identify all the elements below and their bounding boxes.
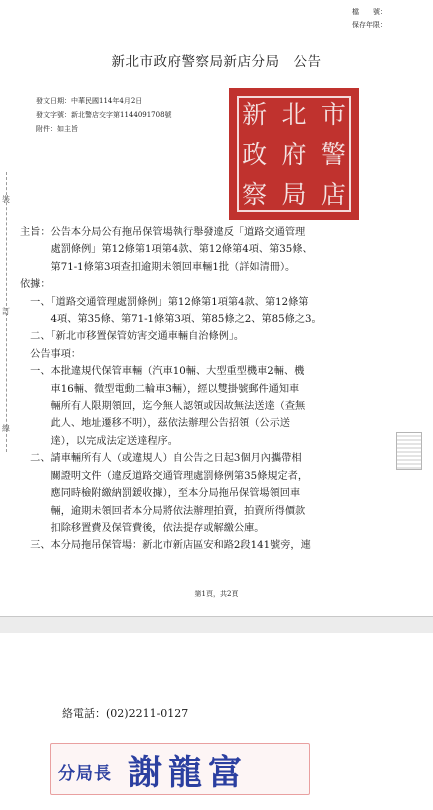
notice-line: 一、本批違規代保管車輛（汽車10輛、大型重型機車2輛、機 [20,366,305,378]
basis-line: 一、「道路交通管理處罰條例」第12條第1項第4款、第12條第 [20,296,309,308]
issue-date: 發文日期：中華民國114年4月2日 [36,97,143,105]
seal-char: 局 [281,179,307,209]
subject-line: 第71-1條第3項查扣逾期未領回車輛1批（詳如清冊）。 [20,261,296,273]
page-footer: 第1頁，共2頁 [194,590,239,598]
subject-line: 處罰條例」第12條第1項第4款、第12條第4項、第35條、 [20,244,313,256]
attachment-note: 附件：如主旨 [36,125,78,133]
subject-section [20,224,322,555]
page-separator [0,616,433,634]
notice-line: 車16輛、微型電動二輪車3輛），經以雙掛號郵件通知車 [20,383,300,395]
basis-line: 二、「新北市移置保管妨害交通車輛自治條例」。 [20,331,245,343]
signer-name: 謝龍富 [128,753,248,793]
seal-char: 政 [242,139,268,169]
retention-label: 保存年限： [352,21,387,29]
document-page-2 [0,633,433,810]
seal-char: 府 [281,139,307,169]
notice-heading: 公告事項： [20,348,82,360]
file-number-label: 檔 號： [352,8,387,16]
signer-title: 分局長 [58,764,112,784]
seal-char: 警 [320,139,346,169]
subject-line: 主旨：公告本分局公有拖吊保管場執行舉發違反「道路交通管理 [20,227,306,238]
notice-line: 達），以完成法定送達程序。 [20,435,178,447]
basis-heading: 依據： [20,279,51,291]
notice-line: 關證明文件（違反道路交通管理處罰條例第35條規定者， [20,470,309,482]
document-number: 發文字號：新北警店交字第1144091708號 [36,111,172,119]
contact-phone: 絡電話：(02)2211-0127 [62,707,189,720]
binding-mark-2: 訂 [2,307,10,316]
seal-char: 店 [320,179,346,209]
notice-line: 此人、地址遷移不明），茲依法辦理公告招領（公示送 [20,418,290,430]
perforation-stamp [396,432,422,470]
notice-line: 應同時檢附繳納罰鍰收據），至本分局拖吊保管場領回車 [20,488,301,500]
page-title: 新北市政府警察局新店分局 公告 [111,54,322,70]
notice-line: 輛，逾期未領回者本分局將依法辦理拍賣，拍賣所得價款 [20,505,306,517]
seal-char: 市 [320,99,346,129]
notice-line: 三、本分局拖吊保管場：新北市新店區安和路2段141號旁，連 [20,540,311,552]
notice-line: 扣除移置費及保管費後，依法提存或解繳公庫。 [20,522,265,534]
seal-char: 新 [242,99,268,129]
notice-line: 輛所有人限期領回，迄今無人認領或因故無法送達（查無 [20,401,306,413]
binding-mark-1: 裝 [2,195,10,204]
official-seal [229,88,359,220]
signature-stamp [50,733,310,797]
seal-char: 北 [281,99,307,129]
basis-line: 4項、第35條、第71-1條第3項、第85條之2、第85條之3。 [20,314,322,326]
seal-char: 察 [242,179,268,209]
notice-line: 二、請車輛所有人（或違規人）自公告之日起3個月內攜帶相 [20,453,302,465]
binding-mark-3: 線 [2,424,10,433]
